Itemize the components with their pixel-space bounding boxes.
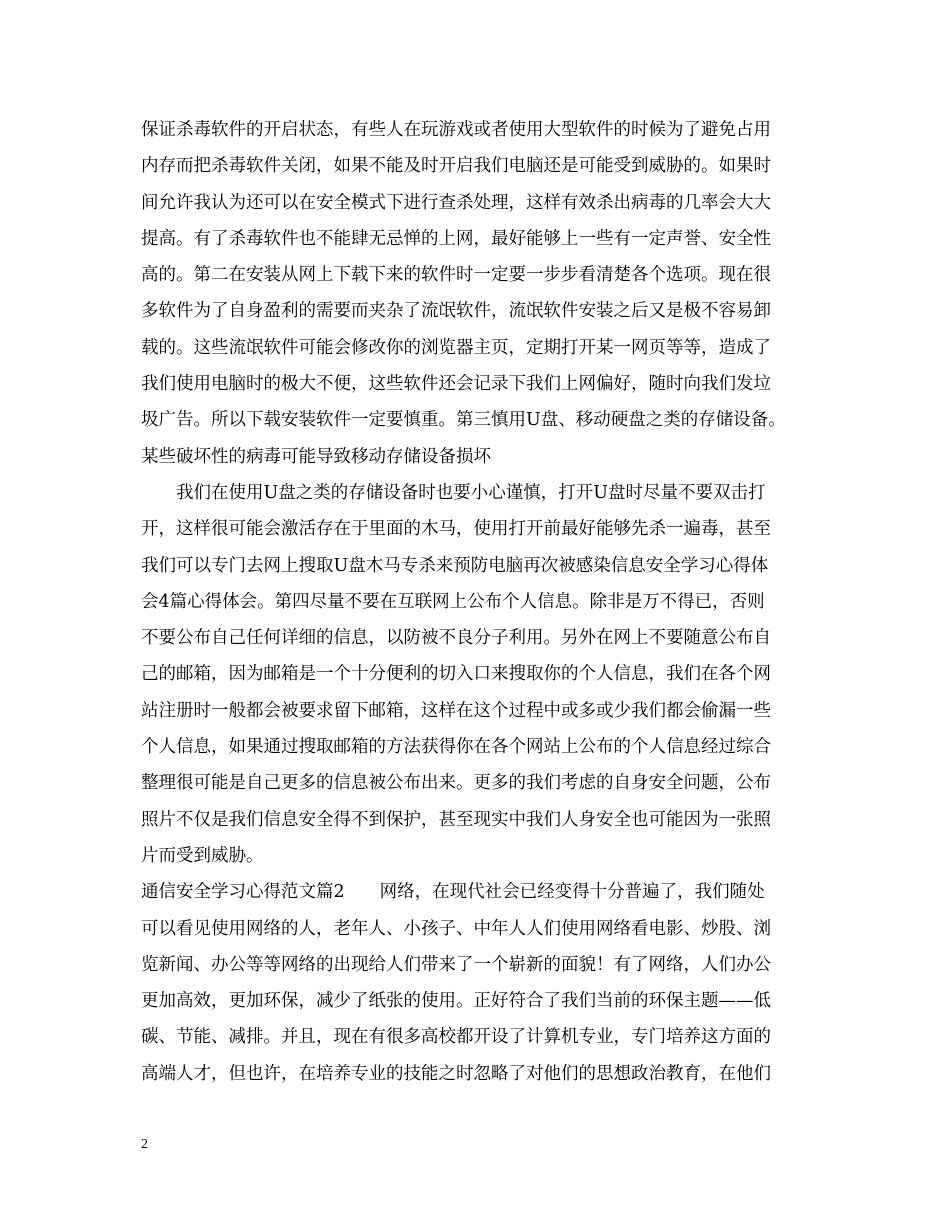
text-line: 我们使用电脑时的极大不便，这些软件还会记录下我们上网偏好，随时向我们发垃 — [141, 374, 771, 395]
text-line: 开，这样很可能会激活存在于里面的木马，使用打开前最好能够先杀一遍毒，甚至 — [141, 519, 771, 540]
text-line: 片而受到威胁。 — [141, 845, 264, 866]
text-line: 览新闻、办公等等网络的出现给人们带来了一个崭新的面貌！有了网络，人们办公 — [141, 954, 771, 975]
text-line: 间允许我认为还可以在安全模式下进行查杀处理，这样有效杀出病毒的几率会大大 — [141, 192, 771, 213]
text-line: 载的。这些流氓软件可能会修改你的浏览器主页，定期打开某一网页等等，造成了 — [141, 337, 771, 358]
text-line: 更加高效，更加环保，减少了纸张的使用。正好符合了我们当前的环保主题——低 — [141, 991, 771, 1012]
text-line: 通信安全学习心得范文篇2 网络，在现代社会已经变得十分普遍了，我们随处 — [141, 882, 765, 903]
text-line: 某些破坏性的病毒可能导致移动存储设备损坏 — [141, 446, 491, 467]
text-line: 保证杀毒软件的开启状态，有些人在玩游戏或者使用大型软件的时候为了避免占用 — [141, 120, 771, 140]
text-line: 可以看见使用网络的人，老年人、小孩子、中年人人们使用网络看电影、炒股、浏 — [141, 918, 771, 939]
text-line: 我们可以专门去网上搜取U盘木马专杀来预防电脑再次被感染信息安全学习心得体 — [141, 555, 769, 576]
body-text — [141, 112, 831, 1092]
text-line: 我们在使用U盘之类的存储设备时也要小心谨慎，打开U盘时尽量不要双击打 — [141, 482, 766, 503]
text-line: 不要公布自己任何详细的信息，以防被不良分子利用。另外在网上不要随意公布自 — [141, 628, 771, 649]
text-line: 圾广告。所以下载安装软件一定要慎重。第三慎用U盘、移动硬盘之类的存储设备。 — [141, 410, 786, 431]
text-line: 提高。有了杀毒软件也不能肆无忌惮的上网，最好能够上一些有一定声誉、安全性 — [141, 228, 771, 249]
text-line: 照片不仅是我们信息安全得不到保护，甚至现实中我们人身安全也可能因为一张照 — [141, 809, 771, 830]
page-number: 2 — [141, 1137, 148, 1152]
text-line: 高的。第二在安装从网上下载下来的软件时一定要一步步看清楚各个选项。现在很 — [141, 265, 771, 286]
text-line: 碳、节能、减排。并且，现在有很多高校都开设了计算机专业，专门培养这方面的 — [141, 1027, 771, 1048]
text-line: 己的邮箱，因为邮箱是一个十分便利的切入口来搜取你的个人信息，我们在各个网 — [141, 664, 771, 685]
text-line: 站注册时一般都会被要求留下邮箱，这样在这个过程中或多或少我们都会偷漏一些 — [141, 700, 771, 721]
text-line: 多软件为了自身盈利的需要而夹杂了流氓软件，流氓软件安装之后又是极不容易卸 — [141, 301, 771, 322]
text-line: 会4篇心得体会。第四尽量不要在互联网上公布个人信息。除非是万不得已，否则 — [141, 591, 765, 612]
text-line: 个人信息，如果通过搜取邮箱的方法获得你在各个网站上公布的个人信息经过综合 — [141, 737, 771, 758]
text-line: 内存而把杀毒软件关闭，如果不能及时开启我们电脑还是可能受到威胁的。如果时 — [141, 156, 771, 177]
text-line: 整理很可能是自己更多的信息被公布出来。更多的我们考虑的自身安全问题，公布 — [141, 773, 771, 794]
text-line: 高端人才，但也许，在培养专业的技能之时忽略了对他们的思想政治教育，在他们 — [141, 1063, 771, 1084]
